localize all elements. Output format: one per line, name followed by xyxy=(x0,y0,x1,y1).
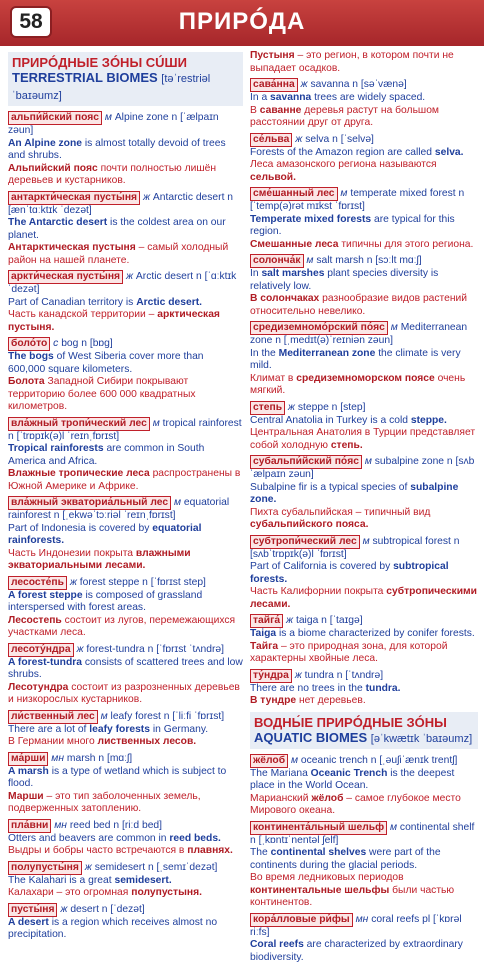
entry-headword: ма́рши xyxy=(8,752,48,766)
entry-headword: субальпи́йский по́яс xyxy=(250,455,362,469)
entry-headword: боло́то xyxy=(8,337,50,351)
entry-english-example: The Kalahari is a great semidesert. xyxy=(8,874,172,886)
entry-header xyxy=(8,861,243,875)
entry-header xyxy=(8,191,243,218)
dictionary-entry xyxy=(250,754,478,818)
entry-header xyxy=(250,913,478,940)
entry-russian-example: В Германии много лиственных лесов. xyxy=(8,736,197,747)
entry-gender: ж xyxy=(294,669,302,681)
entry-headword: тайга́ xyxy=(250,614,283,628)
entry-translation: oceanic trench n [ˌəuʃiˈænɪk trentʃ] xyxy=(300,754,458,766)
entry-russian-example: Часть Калифорнии покрыта субтропическими лесами. xyxy=(250,586,477,610)
entry-headword: вла́жный тропи́ческий лес xyxy=(8,417,150,431)
entry-headword: аркти́ческая пусты́ня xyxy=(8,270,123,284)
entry-gender: м xyxy=(290,754,299,766)
entry-russian-example: Смешанные леса типичны для этого региона. xyxy=(250,238,474,250)
entry-english-example: In a savanna trees are widely spaced. xyxy=(250,92,426,103)
entry-russian-example: Климат в средиземноморском поясе очень мягкий. xyxy=(250,372,466,396)
entry-gender: м xyxy=(340,188,348,199)
page-number: 58 xyxy=(10,6,52,38)
entry-translation: steppe n [step] xyxy=(297,401,366,413)
dictionary-entry xyxy=(250,254,478,318)
continuation-text xyxy=(250,50,478,75)
entry-russian-example: Калахари – это огромная полупустыня. xyxy=(8,887,202,898)
entry-translation: reed bed n [riːd bed] xyxy=(69,819,163,831)
entry-translation: semidesert n [ˌsemɪˈdezət] xyxy=(94,861,218,873)
entry-header xyxy=(250,535,478,562)
entry-headword: ту́ндра xyxy=(250,669,292,683)
entry-gender: ж xyxy=(76,643,84,655)
entry-gender: м xyxy=(100,710,108,722)
entry-headword: субтропи́ческий лес xyxy=(250,535,360,549)
entry-english-example: A desert is a region which receives almost no precipitation. xyxy=(8,916,218,940)
dictionary-entry xyxy=(8,337,243,414)
entry-headword: солонча́к xyxy=(250,254,304,268)
entry-translation: continental shelf n [ˌkɒntɪˈnentəl ʃelf] xyxy=(250,821,475,846)
section-title-ru: ПРИРÓДНЫЕ ЗÓНЫ СÚШИ xyxy=(12,55,187,70)
entry-english-example: A marsh is a type of wetland which is subject to flood. xyxy=(8,765,227,789)
left-entry-list xyxy=(8,111,243,942)
entry-gender: мн xyxy=(54,819,67,831)
entry-headword: лесоту́ндра xyxy=(8,643,74,657)
entry-russian-example: Лесотундра состоит из разрозненных деревьев и низкорослых кустарников. xyxy=(8,681,240,705)
right-entry-list xyxy=(250,78,478,708)
entry-header xyxy=(250,821,478,848)
section-heading-aquatic xyxy=(250,712,478,749)
entry-headword: пусты́ня xyxy=(8,903,57,917)
entry-gender: м xyxy=(362,535,370,547)
entry-english-example: In the Mediterranean zone the climate is very mild. xyxy=(250,347,461,371)
entry-gender: мн xyxy=(355,913,369,925)
entry-russian-example: Во время ледниковых периодов континентальные шельфы были частью континентов. xyxy=(250,872,455,908)
entry-gender: ж xyxy=(142,191,151,203)
entry-headword: континента́льный шельф xyxy=(250,821,387,835)
entry-translation: tundra n [ˈtʌndrə] xyxy=(304,669,384,681)
entry-translation: forest-tundra n [ˈfɒrɪst ˈtʌndrə] xyxy=(86,643,224,655)
section-title-ru: ВОДНЫ́Е ПРИРÓДНЫЕ ЗÓНЫ xyxy=(254,714,447,730)
entry-header xyxy=(250,614,478,628)
entry-english-example: The bogs of West Siberia cover more than 600,000 square kilometers. xyxy=(8,351,204,375)
entry-header xyxy=(250,669,478,683)
entry-translation: selva n [ˈselvə] xyxy=(305,133,374,145)
entry-russian-example: Альпийский пояс почти полностью лишён деревьев и кустарников. xyxy=(8,162,217,186)
entry-header xyxy=(250,754,478,768)
entry-header xyxy=(250,78,478,92)
dictionary-entry xyxy=(250,614,478,666)
entry-headword: средиземномо́рский по́яс xyxy=(250,321,388,335)
entry-gender: ж xyxy=(84,861,92,873)
right-column xyxy=(250,50,478,967)
entry-english-example: Tropical rainforests are common in South America and Africa. xyxy=(8,443,205,467)
entry-gender: ж xyxy=(295,133,303,145)
dictionary-entry xyxy=(250,669,478,708)
entry-header xyxy=(250,133,478,147)
page-title: ПРИРÓДА xyxy=(178,8,306,35)
section-title-en: TERRESTRIAL BIOMES [təˈrestriəl ˈbaɪəumz] xyxy=(12,70,211,102)
entry-headword: лесосте́пь xyxy=(8,576,67,590)
entry-gender: ж xyxy=(125,271,134,282)
dictionary-entry xyxy=(8,270,243,334)
dictionary-entry xyxy=(250,187,478,251)
entry-gender: ж xyxy=(287,401,296,413)
entry-header xyxy=(8,496,243,523)
dictionary-entry xyxy=(8,819,243,858)
entry-russian-example: Болота Западной Сибири покрывают территорию более 600 000 квадратных километров. xyxy=(8,376,196,412)
entry-russian-example: Марианский жёлоб – самое глубокое место Мирового океана. xyxy=(250,792,461,816)
entry-headword: антаркти́ческая пусты́ня xyxy=(8,191,140,205)
entry-russian-example: Пихта субальпийская – типичный вид субальпийского пояса. xyxy=(250,506,431,530)
entry-gender: м xyxy=(173,497,182,508)
dictionary-entry xyxy=(8,496,243,573)
entry-headword: сме́шанный лес xyxy=(250,187,338,201)
entry-russian-example: Пустыня – это регион, в котором почти не выпадает осадков. xyxy=(250,50,454,74)
entry-english-example: A forest steppe is composed of grassland interspersed with forest areas. xyxy=(8,589,203,613)
entry-gender: ж xyxy=(300,79,308,90)
dictionary-entry xyxy=(250,78,478,130)
dictionary-entry xyxy=(8,643,243,707)
entry-header xyxy=(8,337,243,351)
dictionary-entry xyxy=(250,133,478,185)
entry-russian-example: Леса амазонского региона называются сельвой. xyxy=(250,159,437,183)
entry-translation: subtropical forest n [sʌbˈtrɒpɪk(ə)l ˈfɒrɪst] xyxy=(250,535,460,560)
dictionary-entry xyxy=(250,535,478,612)
entry-russian-example: Марши – это тип заболоченных земель, подверженных затоплению. xyxy=(8,790,201,814)
entry-translation: marsh n [mɑːʃ] xyxy=(66,752,133,764)
entry-gender: м xyxy=(104,112,112,123)
entry-translation: Arctic desert n [ˈɑːktɪk ˈdezət] xyxy=(8,271,237,295)
entry-russian-example: Лесостепь состоит из лугов, перемежающихся участками леса. xyxy=(8,614,236,638)
entry-gender: м xyxy=(390,322,398,333)
entry-russian-example: Выдры и бобры часто встречаются в плавнях. xyxy=(8,845,233,856)
dictionary-entry xyxy=(8,903,243,942)
entry-russian-example: Центральная Анатолия в Турции представляет собой холодную степь. xyxy=(250,427,476,451)
entry-english-example: Forests of the Amazon region are called selva. xyxy=(250,146,464,158)
entry-english-example: There are no trees in the tundra. xyxy=(250,682,401,694)
entry-russian-example: Часть канадской территории – арктическая пустыня. xyxy=(8,309,220,333)
dictionary-entry xyxy=(250,913,478,965)
entry-gender: м xyxy=(306,255,314,266)
entry-english-example: Subalpine fir is a typical species of subalpine zone. xyxy=(250,481,459,505)
entry-english-example: Taiga is a biome characterized by conifer forests. xyxy=(250,628,475,639)
entry-english-example: Coral reefs are characterized by extraordinary biodiversity. xyxy=(250,939,463,963)
entry-gender: ж xyxy=(286,615,294,626)
entry-english-example: Temperate mixed forests are typical for this region. xyxy=(250,213,455,237)
entry-gender: м xyxy=(152,417,160,429)
dictionary-entry xyxy=(8,576,243,640)
entry-russian-example: В солончаках разнообразие видов растений относительно невелико. xyxy=(250,293,468,317)
dictionary-entry xyxy=(250,455,478,532)
entry-header xyxy=(250,187,478,214)
entry-russian-example: Тайга – это природная зона, для которой характерны хвойные леса. xyxy=(250,640,448,664)
entry-translation: Antarctic desert n [ænˈtɑːktɪk ˈdezət] xyxy=(8,191,234,216)
entry-gender: ж xyxy=(60,903,68,915)
entry-translation: desert n [ˈdezət] xyxy=(70,903,145,915)
section-heading-terrestrial xyxy=(8,52,243,106)
entry-translation: forest steppe n [ˈfɒrɪst step] xyxy=(79,576,206,588)
entry-header xyxy=(8,710,243,724)
entry-headword: жёлоб xyxy=(250,754,288,768)
dictionary-entry xyxy=(8,191,243,268)
entry-russian-example: Часть Индонезии покрыта влажными экваториальными лесами. xyxy=(8,547,191,571)
entry-gender: с xyxy=(53,338,59,349)
left-column xyxy=(8,50,243,945)
entry-header xyxy=(250,321,478,348)
entry-header xyxy=(8,643,243,657)
entry-header xyxy=(8,111,243,138)
entry-translation: leafy forest n [ˈliːfi ˈfɒrɪst] xyxy=(110,710,225,722)
entry-translation: Alpine zone n [ˈælpaɪn zəun] xyxy=(8,112,219,136)
entry-header xyxy=(8,903,243,917)
entry-translation: savanna n [səˈvænə] xyxy=(310,79,407,90)
entry-russian-example: В саванне деревья растут на большом расстоянии друг от друга. xyxy=(250,104,439,128)
entry-translation: equatorial rainforest n [ˌekwəˈtɔːriəl ˈreɪnˌfɒrɪst] xyxy=(8,497,230,521)
entry-header xyxy=(8,752,243,766)
dictionary-entry xyxy=(250,821,478,910)
entry-english-example: There are a lot of leafy forests in Germany. xyxy=(8,723,209,735)
entry-headword: полупусты́ня xyxy=(8,861,82,875)
dictionary-entry xyxy=(250,321,478,398)
entry-headword: се́львa xyxy=(250,133,292,147)
dictionary-entry xyxy=(8,417,243,494)
entry-english-example: Central Anatolia in Turkey is a cold steppe. xyxy=(250,414,447,426)
entry-translation: tropical rainforest n [ˈtrɒpɪk(ə)l ˈreɪnˌfɒrɪst] xyxy=(8,417,242,442)
entry-english-example: Part of Indonesia is covered by equatorial rainforests. xyxy=(8,522,202,546)
dictionary-entry xyxy=(8,752,243,816)
entry-english-example: In salt marshes plant species diversity is relatively low. xyxy=(250,268,439,292)
entry-headword: вла́жный экваториа́льный лес xyxy=(8,496,171,510)
entry-headword: ли́ственный лес xyxy=(8,710,98,724)
entry-gender: м xyxy=(364,456,372,467)
entry-translation: taiga n [ˈtaɪɡə] xyxy=(295,615,363,626)
entry-english-example: The continental shelves were part of the continents during the glacial periods. xyxy=(250,847,441,871)
entry-russian-example: Влажные тропические леса распространены в Южной Америке и Африке. xyxy=(8,468,241,492)
entry-headword: пла́вни xyxy=(8,819,51,833)
entry-header xyxy=(8,270,243,297)
entry-gender: ж xyxy=(69,576,77,588)
entry-translation: Mediterranean zone n [ˌmedɪt(ə)ˈreɪniən zəun] xyxy=(250,322,468,346)
dictionary-entry xyxy=(8,861,243,900)
entry-english-example: An Alpine zone is almost totally devoid of trees and shrubs. xyxy=(8,137,226,161)
entry-translation: bog n [bɒɡ] xyxy=(61,338,113,349)
entry-english-example: The Mariana Oceanic Trench is the deepest place in the World Ocean. xyxy=(250,767,455,791)
right-entry-list-aquatic xyxy=(250,754,478,965)
entry-headword: альпи́йский пояс xyxy=(8,111,102,125)
entry-translation: salt marsh n [sɔːlt mɑːʃ] xyxy=(316,255,422,266)
entry-english-example: A forest-tundra consists of scattered trees and low shrubs. xyxy=(8,656,243,680)
page-header xyxy=(0,0,484,46)
entry-translation: subalpine zone n [sʌbˈælpaɪn zəun] xyxy=(250,456,475,480)
dictionary-entry xyxy=(250,401,478,453)
entry-translation: coral reefs pl [ˈkɒrəl riːfs] xyxy=(250,913,462,938)
entry-gender: м xyxy=(389,821,398,833)
entry-russian-example: В тундре нет деревьев. xyxy=(250,695,366,706)
entry-gender: мн xyxy=(51,752,65,764)
dictionary-entry xyxy=(8,111,243,188)
section-title-en: AQUATIC BIOMES [əˈkwætɪk ˈbaɪəumz] xyxy=(254,729,473,745)
dictionary-entry xyxy=(8,710,243,749)
entry-headword: кора́лловые ри́фы xyxy=(250,913,353,927)
entry-english-example: The Antarctic desert is the coldest area on our planet. xyxy=(8,217,226,241)
entry-translation: temperate mixed forest n [ˈtemp(ə)rət mɪkst ˈfɒrɪst] xyxy=(250,188,465,212)
entry-header xyxy=(8,576,243,590)
entry-russian-example: Антарктическая пустыня – самый холодный район на нашей планете. xyxy=(8,242,229,266)
entry-header xyxy=(250,455,478,482)
entry-english-example: Otters and beavers are common in reed beds. xyxy=(8,832,221,844)
entry-headword: сава́нна xyxy=(250,78,298,92)
entry-english-example: Part of Canadian territory is Arctic desert. xyxy=(8,296,203,308)
entry-english-example: Part of California is covered by subtropical forests. xyxy=(250,561,449,585)
entry-header xyxy=(8,417,243,444)
entry-headword: степь xyxy=(250,401,285,415)
entry-header xyxy=(8,819,243,833)
entry-header xyxy=(250,401,478,415)
entry-header xyxy=(250,254,478,268)
